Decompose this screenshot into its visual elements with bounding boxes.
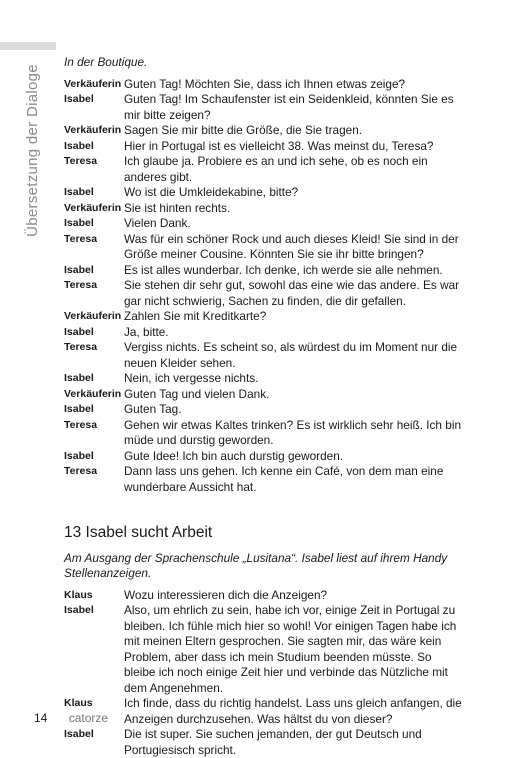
speaker-name: Isabel bbox=[64, 92, 124, 123]
dialogue-line: Zahlen Sie mit Kreditkarte? bbox=[124, 309, 464, 325]
speaker-name: Isabel bbox=[64, 325, 124, 341]
page-content bbox=[64, 55, 464, 758]
speaker-name: Teresa bbox=[64, 278, 124, 309]
dialogue-row bbox=[64, 340, 464, 371]
speaker-name: Verkäuferin bbox=[64, 387, 124, 403]
dialogue-line: Sagen Sie mir bitte die Größe, die Sie tragen. bbox=[124, 123, 464, 139]
dialogue-row bbox=[64, 77, 464, 93]
speaker-name: Isabel bbox=[64, 402, 124, 418]
dialogue-line: Vielen Dank. bbox=[124, 216, 464, 232]
dialogue-line: Guten Tag! Möchten Sie, dass ich Ihnen etwas zeige? bbox=[124, 77, 464, 93]
dialogue-line: Sie ist hinten rechts. bbox=[124, 201, 464, 217]
section-dialogue-list bbox=[64, 588, 464, 758]
dialogue-line: Guten Tag. bbox=[124, 402, 464, 418]
dialogue-line: Also, um ehrlich zu sein, habe ich vor, einige Zeit in Portugal zu bleiben. Ich fühle mich hier so wohl! Vor einigen Tagen habe ich mit meinen Eltern gesprochen. Sie sagten mir, das wäre kein Problem, aber dass ich mein Studium beenden müsste. So bleibe ich noch einige Zeit hier und verbinde das Nützliche mit dem Angenehmen. bbox=[124, 603, 464, 696]
dialogue-row bbox=[64, 402, 464, 418]
speaker-name: Isabel bbox=[64, 216, 124, 232]
speaker-name: Isabel bbox=[64, 449, 124, 465]
dialogue-line: Vergiss nichts. Es scheint so, als würdest du im Moment nur die neuen Kleider sehen. bbox=[124, 340, 464, 371]
dialogue-row bbox=[64, 449, 464, 465]
dialogue-line: Ja, bitte. bbox=[124, 325, 464, 341]
speaker-name: Klaus bbox=[64, 696, 124, 727]
speaker-name: Verkäuferin bbox=[64, 77, 124, 93]
dialogue-line: Die ist super. Sie suchen jemanden, der gut Deutsch und Portugiesisch spricht. bbox=[124, 727, 464, 758]
dialogue-row bbox=[64, 387, 464, 403]
dialogue-row bbox=[64, 309, 464, 325]
dialogue-line: Guten Tag! Im Schaufenster ist ein Seidenkleid, könnten Sie es mir bitte zeigen? bbox=[124, 92, 464, 123]
dialogue-line: Dann lass uns gehen. Ich kenne ein Café, von dem man eine wunderbare Aussicht hat. bbox=[124, 464, 464, 495]
top-margin-bar bbox=[0, 42, 56, 50]
dialogue-row bbox=[64, 696, 464, 727]
page-number: 14 bbox=[34, 711, 47, 725]
page-word: catorze bbox=[69, 711, 108, 725]
speaker-name: Isabel bbox=[64, 727, 124, 758]
section-title: 13 Isabel sucht Arbeit bbox=[64, 525, 464, 541]
dialogue-intro: In der Boutique. bbox=[64, 55, 464, 71]
dialogue-row bbox=[64, 418, 464, 449]
speaker-name: Verkäuferin bbox=[64, 123, 124, 139]
dialogue-row bbox=[64, 278, 464, 309]
dialogue-line: Nein, ich vergesse nichts. bbox=[124, 371, 464, 387]
dialogue-row bbox=[64, 263, 464, 279]
dialogue-line: Sie stehen dir sehr gut, sowohl das eine wie das andere. Es war gar nicht schwierig, Sachen zu finden, die dir gefallen. bbox=[124, 278, 464, 309]
dialogue-row bbox=[64, 139, 464, 155]
dialogue-row bbox=[64, 232, 464, 263]
speaker-name: Teresa bbox=[64, 418, 124, 449]
dialogue-row bbox=[64, 216, 464, 232]
dialogue-line: Gehen wir etwas Kaltes trinken? Es ist wirklich sehr heiß. Ich bin müde und durstig geworden. bbox=[124, 418, 464, 449]
dialogue-line: Guten Tag und vielen Dank. bbox=[124, 387, 464, 403]
dialogue-line: Hier in Portugal ist es vielleicht 38. Was meinst du, Teresa? bbox=[124, 139, 464, 155]
dialogue-row bbox=[64, 154, 464, 185]
speaker-name: Klaus bbox=[64, 588, 124, 604]
speaker-name: Teresa bbox=[64, 154, 124, 185]
dialogue-line: Wo ist die Umkleidekabine, bitte? bbox=[124, 185, 464, 201]
dialogue-row bbox=[64, 603, 464, 696]
speaker-name: Teresa bbox=[64, 464, 124, 495]
dialogue-line: Was für ein schöner Rock und auch dieses Kleid! Sie sind in der Größe meiner Cousine. Könnten Sie sie ihr bitte bringen? bbox=[124, 232, 464, 263]
dialogue-row bbox=[64, 727, 464, 758]
speaker-name: Isabel bbox=[64, 603, 124, 696]
speaker-name: Isabel bbox=[64, 185, 124, 201]
dialogue-row bbox=[64, 325, 464, 341]
dialogue-row bbox=[64, 371, 464, 387]
dialogue-row bbox=[64, 92, 464, 123]
dialogue-row bbox=[64, 123, 464, 139]
side-label bbox=[22, 60, 42, 240]
dialogue-line: Wozu interessieren dich die Anzeigen? bbox=[124, 588, 464, 604]
section-intro: Am Ausgang der Sprachenschule „Lusitana“. Isabel liest auf ihrem Handy Stellenanzeigen. bbox=[64, 551, 464, 582]
speaker-name: Verkäuferin bbox=[64, 309, 124, 325]
dialogue-line: Es ist alles wunderbar. Ich denke, ich werde sie alle nehmen. bbox=[124, 263, 464, 279]
page-footer bbox=[34, 711, 108, 725]
speaker-name: Isabel bbox=[64, 263, 124, 279]
dialogue-row bbox=[64, 588, 464, 604]
dialogue-row bbox=[64, 185, 464, 201]
speaker-name: Isabel bbox=[64, 139, 124, 155]
speaker-name: Isabel bbox=[64, 371, 124, 387]
speaker-name: Verkäuferin bbox=[64, 201, 124, 217]
speaker-name: Teresa bbox=[64, 340, 124, 371]
dialogue-list bbox=[64, 77, 464, 496]
speaker-name: Teresa bbox=[64, 232, 124, 263]
dialogue-line: Ich glaube ja. Probiere es an und ich sehe, ob es noch ein anderes gibt. bbox=[124, 154, 464, 185]
dialogue-row bbox=[64, 201, 464, 217]
dialogue-line: Gute Idee! Ich bin auch durstig geworden. bbox=[124, 449, 464, 465]
dialogue-row bbox=[64, 464, 464, 495]
dialogue-line: Ich finde, dass du richtig handelst. Lass uns gleich anfangen, die Anzeigen durchzusehen. Was hältst du von dieser? bbox=[124, 696, 464, 727]
side-label-text: Übersetzung der Dialoge bbox=[24, 64, 41, 237]
section-13 bbox=[64, 525, 464, 758]
